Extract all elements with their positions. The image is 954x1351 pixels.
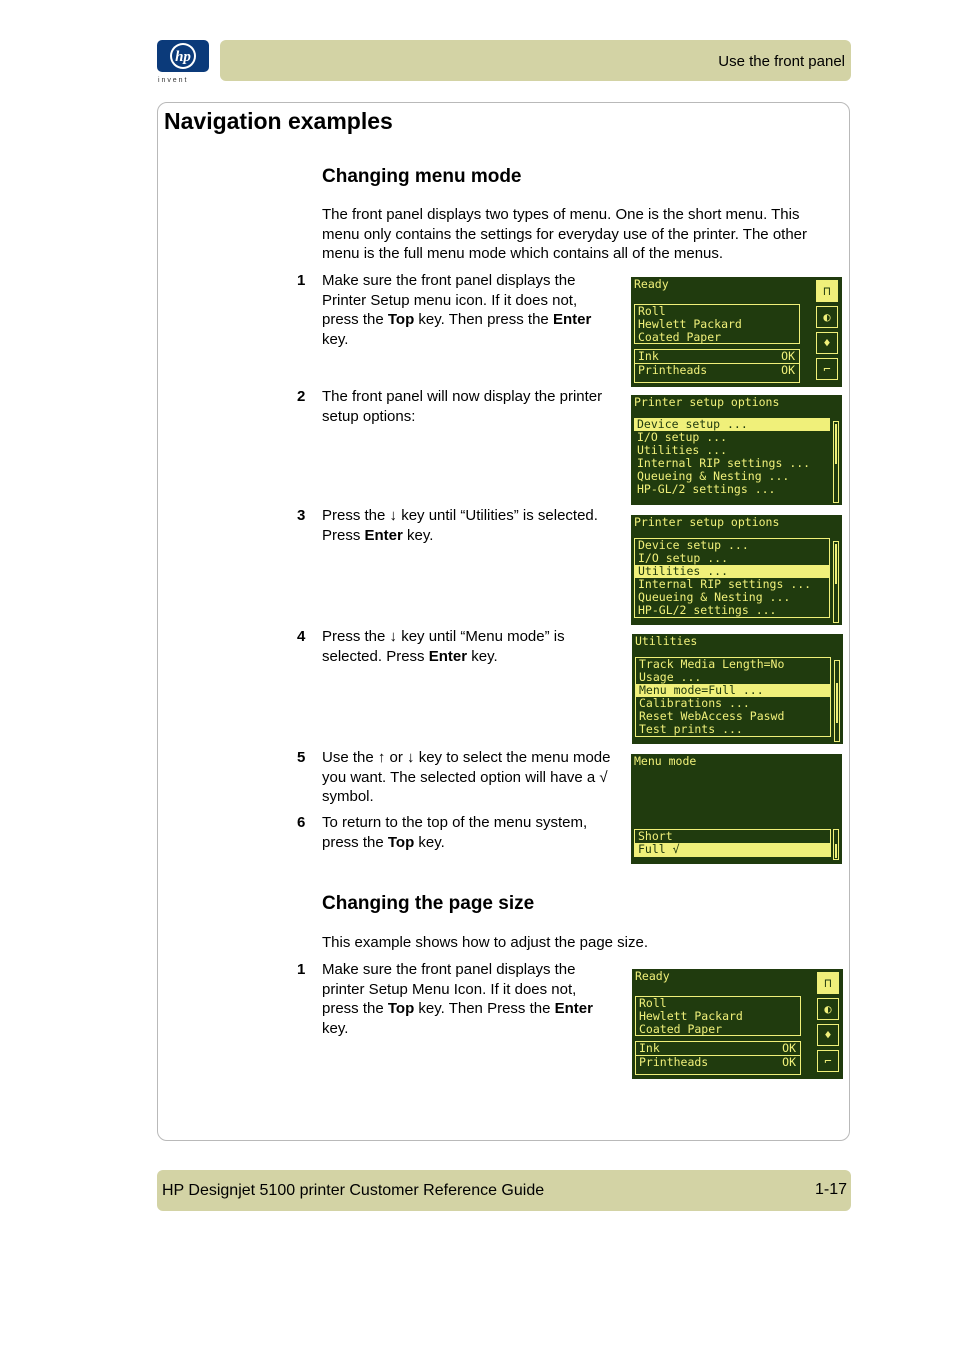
- lcd-row-selected: Utilities ...: [635, 565, 829, 578]
- lcd-row: HP-GL/2 settings ...: [638, 603, 777, 617]
- lcd-media-box: [634, 304, 800, 344]
- hp-logo: [157, 40, 209, 84]
- lcd-title: Utilities: [635, 634, 698, 648]
- lcd-title: Ready: [634, 277, 669, 291]
- lcd-row: Roll: [638, 304, 666, 318]
- lcd-utilities-screen: [632, 634, 843, 744]
- step-text: The front panel will now display the printer setup options:: [322, 388, 603, 425]
- lcd-row: Queueing & Nesting ...: [638, 590, 791, 604]
- lcd-ready-screen-2: [632, 969, 843, 1079]
- lcd-menu-list: [635, 657, 831, 737]
- printer-setup-icon: ⊓: [816, 280, 838, 302]
- lcd-title: Printer setup options: [634, 395, 780, 409]
- step-text: To return to the top of the menu system, press the Top key.: [322, 814, 588, 851]
- step-number: 5: [297, 749, 306, 766]
- ink-icon: ♦: [817, 1024, 839, 1046]
- lcd-row: Coated Paper: [639, 1022, 723, 1036]
- lcd-row: I/O setup ...: [638, 551, 729, 565]
- page-number: 1-17: [814, 1181, 847, 1198]
- paper-roll-icon: ◐: [816, 306, 838, 328]
- lcd-menu-list: [634, 418, 830, 496]
- step-text: Make sure the front panel displays the Printer Setup menu icon. If it does not, press the Top key. Then press the Enter key.: [322, 272, 592, 348]
- lcd-menu-list: [634, 829, 831, 857]
- lcd-row: I/O setup ...: [637, 430, 728, 444]
- status-value: OK: [781, 363, 795, 377]
- section-intro: This example shows how to adjust the page size.: [322, 934, 649, 951]
- lcd-row: Calibrations ...: [639, 696, 750, 710]
- status-value: OK: [782, 1055, 796, 1069]
- step-text: Press the ↓ key until “Utilities” is selected. Press Enter key.: [322, 507, 598, 544]
- lcd-status-box: [635, 1041, 801, 1075]
- lcd-ready-screen: [631, 277, 842, 387]
- lcd-row: Queueing & Nesting ...: [637, 469, 790, 483]
- status-label: Ink: [639, 1041, 660, 1055]
- lcd-menu-mode-screen: [631, 754, 842, 864]
- lcd-status-box: [634, 349, 800, 383]
- step-number: 6: [297, 814, 306, 831]
- lcd-row: Device setup ...: [638, 538, 749, 552]
- header-bar: [220, 40, 851, 81]
- lcd-row: Hewlett Packard: [638, 317, 742, 331]
- lcd-icon-column: [815, 970, 841, 1076]
- section-intro: The front panel displays two types of menu. One is the short menu. This menu only contains the settings for everyday use of the printer. The other menu is the full menu mode which contains all of the menus.: [322, 206, 808, 262]
- lcd-row-selected: Menu mode=Full ...: [636, 684, 830, 697]
- lcd-row: HP-GL/2 settings ...: [637, 482, 776, 496]
- lcd-scrollbar: [833, 541, 839, 623]
- printhead-icon: ⌐: [816, 358, 838, 380]
- step-number: 1: [297, 272, 306, 289]
- lcd-title: Menu mode: [634, 754, 697, 768]
- lcd-row-selected: Device setup ...: [634, 418, 830, 431]
- lcd-row: Short: [638, 829, 673, 843]
- lcd-row: Usage ...: [639, 670, 702, 684]
- logo-tagline: i n v e n t: [158, 77, 187, 84]
- ink-icon: ♦: [816, 332, 838, 354]
- lcd-scrollbar: [834, 660, 840, 742]
- lcd-status-row: [635, 350, 799, 363]
- page-title: Navigation examples: [164, 108, 393, 134]
- paper-roll-icon: ◐: [817, 998, 839, 1020]
- footer-bar: [157, 1170, 851, 1211]
- lcd-row: Utilities ...: [637, 443, 728, 457]
- lcd-icon-column: [814, 278, 840, 384]
- lcd-status-row: [635, 363, 799, 377]
- status-label: Printheads: [639, 1055, 709, 1069]
- lcd-row: Track Media Length=No: [639, 657, 785, 671]
- step-number: 2: [297, 388, 306, 405]
- lcd-row: Internal RIP settings ...: [638, 577, 812, 591]
- status-value: OK: [781, 349, 795, 363]
- lcd-row: Reset WebAccess Paswd: [639, 709, 785, 723]
- status-label: Printheads: [638, 363, 708, 377]
- lcd-row: Roll: [639, 996, 667, 1010]
- logo-text: hp: [175, 49, 191, 65]
- lcd-row-selected: Full √: [635, 843, 830, 856]
- guide-title: HP Designjet 5100 printer Customer Reference Guide: [162, 1182, 545, 1199]
- lcd-status-row: [636, 1055, 800, 1069]
- step-text: Press the ↓ key until “Menu mode” is selected. Press Enter key.: [322, 628, 565, 665]
- section-heading-page-size: Changing the page size: [322, 893, 535, 914]
- lcd-row: Coated Paper: [638, 330, 722, 344]
- lcd-title: Printer setup options: [634, 515, 780, 529]
- lcd-menu-list: [634, 538, 830, 618]
- lcd-title: Ready: [635, 969, 670, 983]
- lcd-row: Hewlett Packard: [639, 1009, 743, 1023]
- step-text: Use the ↑ or ↓ key to select the menu mode you want. The selected option will have a √ symbol.: [322, 749, 611, 805]
- section-heading-menu-mode: Changing menu mode: [322, 166, 522, 187]
- lcd-scrollbar: [833, 421, 839, 503]
- lcd-status-row: [636, 1042, 800, 1055]
- printer-setup-icon: ⊓: [817, 972, 839, 994]
- step-number: 1: [297, 961, 306, 978]
- lcd-setup-utilities-screen: [631, 515, 842, 625]
- step-text: Make sure the front panel displays the printer Setup Menu Icon. If it does not, press the Top key. Then Press the Enter key.: [322, 961, 593, 1037]
- section-label: Use the front panel: [718, 53, 845, 70]
- lcd-row: Test prints ...: [639, 722, 743, 736]
- lcd-row: Internal RIP settings ...: [637, 456, 811, 470]
- status-value: OK: [782, 1041, 796, 1055]
- step-number: 4: [297, 628, 306, 645]
- lcd-setup-screen: [631, 395, 842, 505]
- printhead-icon: ⌐: [817, 1050, 839, 1072]
- status-label: Ink: [638, 349, 659, 363]
- lcd-media-box: [635, 996, 801, 1036]
- lcd-scrollbar: [833, 829, 839, 860]
- step-number: 3: [297, 507, 306, 524]
